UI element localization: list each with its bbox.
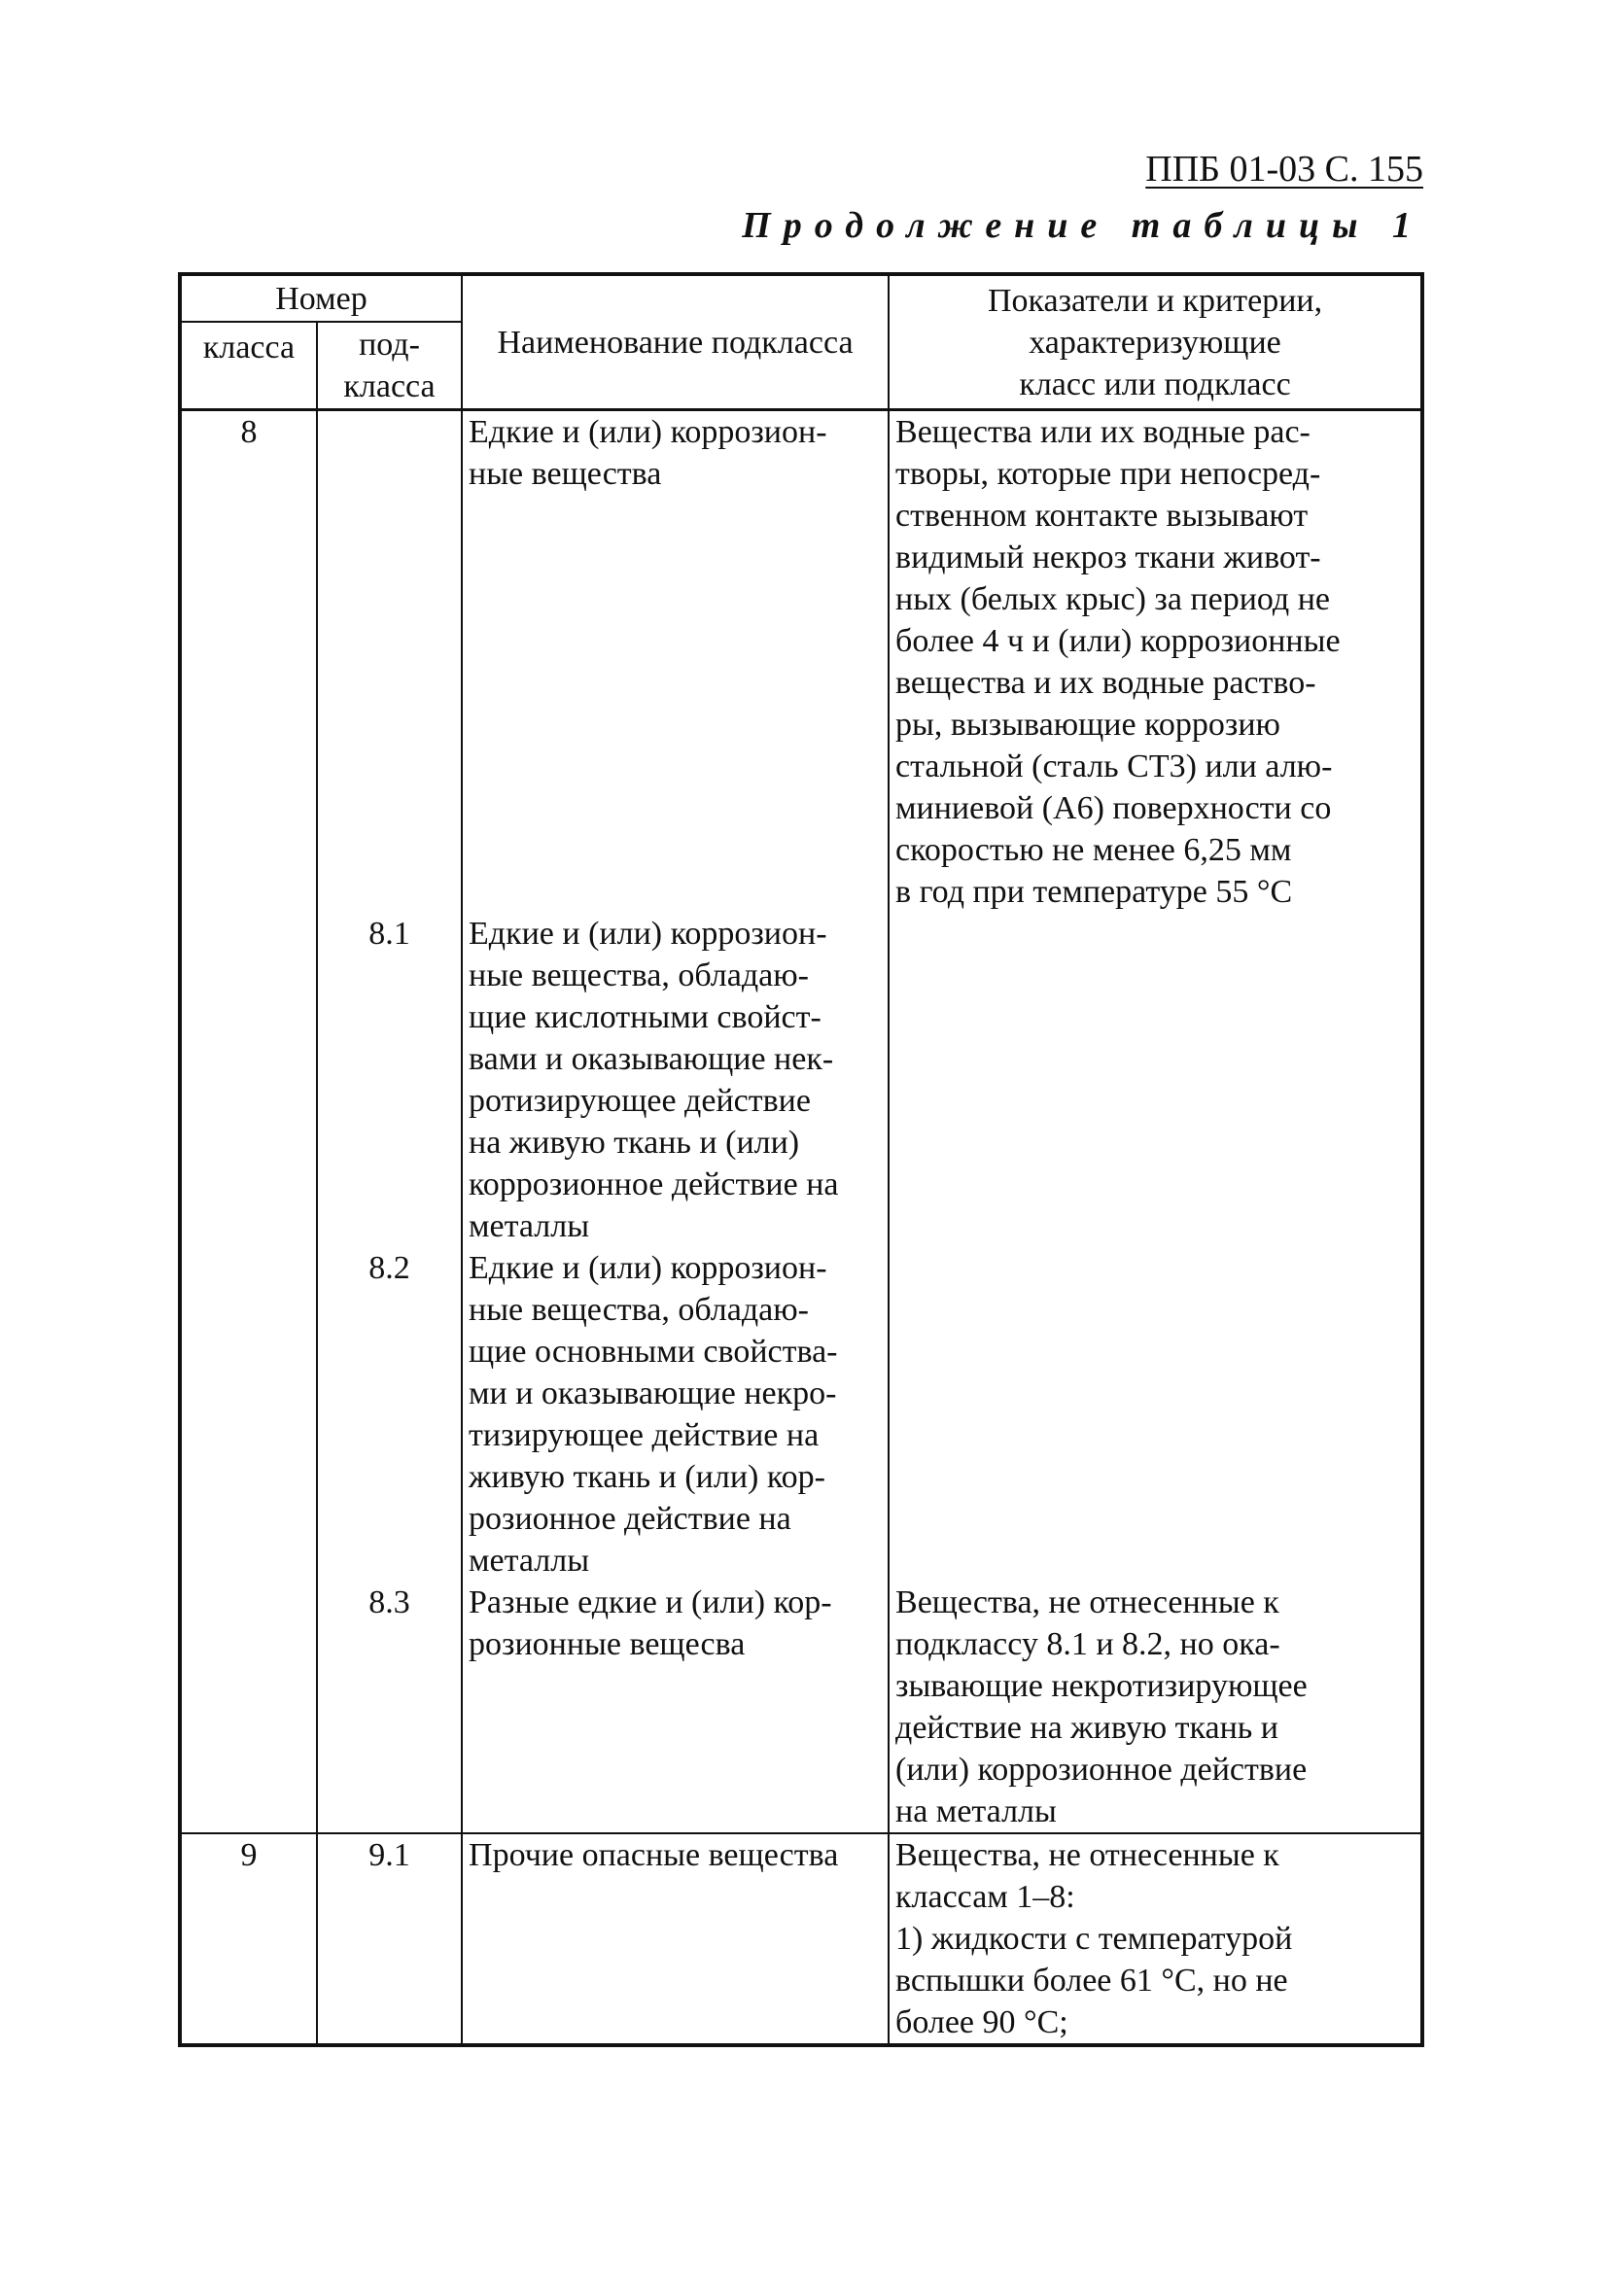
name-text: Едкие и (или) коррозион- ные вещества [469, 414, 827, 492]
name-text: Едкие и (или) коррозион- ные вещества, обладаю- щие кислотными свойст- вами и оказывающие нек- ротизирующее действие на живую ткань и (или) коррозионное действие на металлы [469, 916, 839, 1244]
subclass-column-header [317, 322, 462, 410]
name-cell [462, 1833, 889, 2045]
page-reference: ППБ 01-03 С. 155 [1145, 149, 1423, 190]
name-text: Едкие и (или) коррозион- ные вещества, обладаю- щие основными свойства- ми и оказывающие некро- тизирующее действие на живую ткань и (или) кор- розионное действие на металлы [469, 1250, 838, 1579]
class-cell [180, 1582, 317, 1833]
table-row [180, 913, 1422, 1247]
criteria-cell [889, 1247, 1422, 1582]
class-cell [180, 1247, 317, 1582]
criteria-text: Вещества или их водные рас- творы, которые при непосред- ственном контакте вызывают видимый некроз ткани живот- ных (белых крыс) за период не более 4 ч и (или) коррозионные вещества и их водные раство- ры, вызывающие коррозию стальной (сталь СТ3) или алю- миниевой (А6) поверхности со скоростью не менее 6,25 мм в год при температуре 55 °С [895, 414, 1341, 910]
criteria-text: Вещества, не отнесенные к классам 1–8: 1) жидкости с температурой вспышки более 61 °С, но не более 90 °С; [895, 1837, 1293, 2040]
subclass-cell: 8.3 [317, 1582, 462, 1833]
class-cell [180, 913, 317, 1247]
criteria-text: Вещества, не отнесенные к подклассу 8.1 и 8.2, но ока- зывающие некротизирующее действие на живую ткань и (или) коррозионное действие на металлы [895, 1584, 1308, 1829]
class-cell: 9 [180, 1833, 317, 2045]
substance-classification-table [178, 272, 1424, 2047]
criteria-cell [889, 1582, 1422, 1833]
subclass-header-text: под- класса [343, 327, 436, 404]
subclass-cell [317, 410, 462, 914]
criteria-column-header [889, 274, 1422, 410]
criteria-cell [889, 1833, 1422, 2045]
criteria-header-text: Показатели и критерии, характеризующие класс или подкласс [987, 282, 1323, 402]
number-group-header: Номер [180, 274, 462, 322]
subclass-cell: 8.1 [317, 913, 462, 1247]
class-cell: 8 [180, 410, 317, 914]
criteria-cell [889, 410, 1422, 914]
name-cell [462, 913, 889, 1247]
table-row [180, 1247, 1422, 1582]
name-text: Прочие опасные вещества [469, 1837, 839, 1873]
name-cell [462, 1582, 889, 1833]
criteria-cell [889, 913, 1422, 1247]
class-column-header: класса [180, 322, 317, 410]
subclass-cell: 9.1 [317, 1833, 462, 2045]
table-continuation-caption: Продолжение таблицы 1 [742, 205, 1423, 246]
name-column-header: Наименование подкласса [462, 274, 889, 410]
name-text: Разные едкие и (или) кор- розионные вещесва [469, 1584, 832, 1662]
table-header [180, 274, 1422, 410]
subclass-cell: 8.2 [317, 1247, 462, 1582]
name-cell [462, 1247, 889, 1582]
table-row [180, 1833, 1422, 2045]
table-row [180, 1582, 1422, 1833]
name-cell [462, 410, 889, 914]
table-row [180, 410, 1422, 914]
